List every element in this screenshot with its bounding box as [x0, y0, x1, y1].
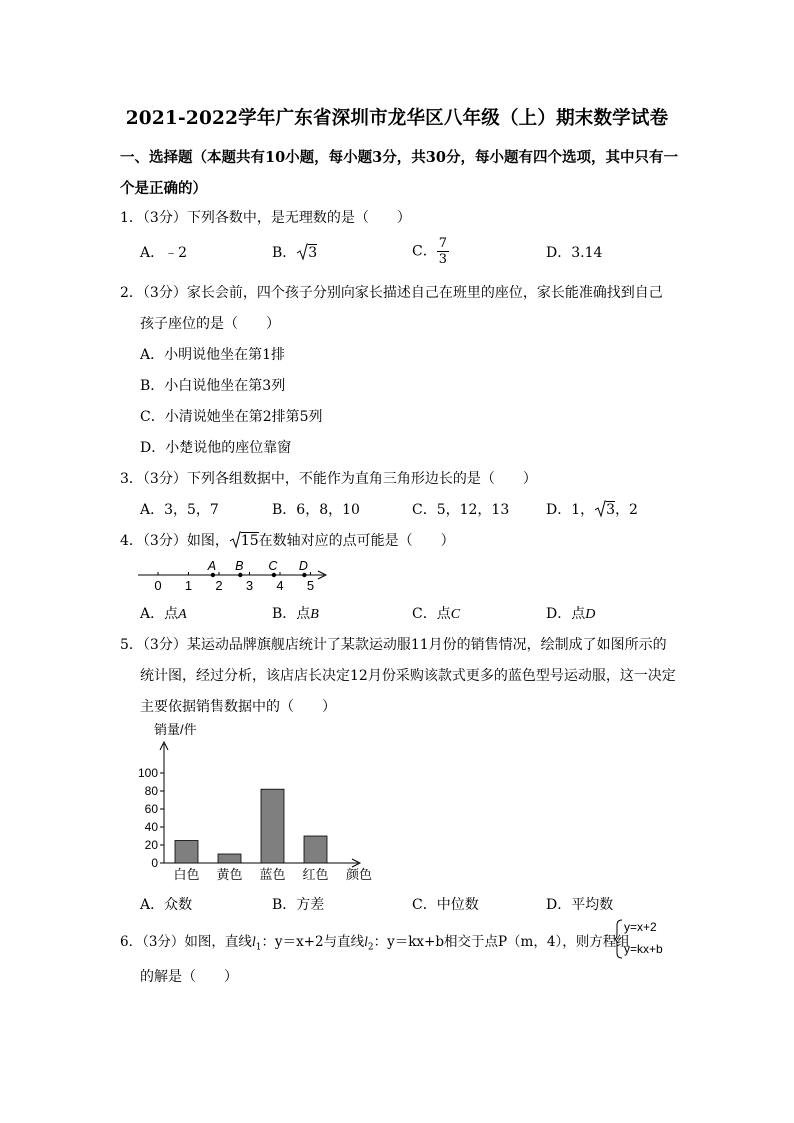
- q4-option-d: [546, 603, 595, 623]
- number-line-point: [272, 573, 276, 577]
- number-line-point-label: B: [235, 559, 244, 573]
- chart-category-label: 红色: [302, 867, 329, 882]
- q5-stem-line1: 5．（3分）某运动品牌旗舰店统计了某款运动服11月份的销售情况，绘制成了如图所示的: [120, 637, 667, 653]
- q2-option-c: C．小清说她坐在第2排第5列: [140, 409, 323, 425]
- q1-option-c-prefix: C．: [412, 243, 437, 260]
- q5-stem-line2: 统计图，经过分析，该店店长决定12月份采购该款式更多的蓝色型号运动服，这一决定: [140, 668, 676, 684]
- q6-point: P（m，4），则方程组: [497, 934, 630, 950]
- q1-option-b-prefix: B．: [272, 245, 297, 261]
- q4-stem-prefix: 4．（3分）如图，: [120, 533, 229, 549]
- number-line-tick-label: 3: [245, 578, 254, 593]
- chart-bar: [175, 841, 198, 864]
- q6-l1-sub: 1: [255, 942, 262, 953]
- q3-stem: 3．（3分）下列各组数据中，不能作为直角三角形边长的是（ ）: [120, 471, 537, 487]
- q1-option-b: [272, 242, 317, 262]
- q6-system-eq2: y=kx+b: [624, 942, 663, 956]
- number-line-point-label: D: [298, 559, 308, 573]
- chart-y-tick-label: 40: [144, 820, 158, 834]
- q3-option-d: [546, 499, 638, 519]
- number-line-point: [211, 573, 215, 577]
- chart-bar: [304, 836, 327, 863]
- q5-option-c: C．中位数: [412, 897, 479, 913]
- q5-option-b: B．方差: [272, 897, 325, 913]
- q2-option-d: D．小楚说他的座位靠窗: [140, 440, 292, 456]
- q1-option-d: D．3.14: [546, 245, 603, 261]
- brace-icon: [613, 919, 623, 959]
- q6-l2-sub: 2: [367, 942, 374, 953]
- chart-bar: [261, 789, 284, 863]
- q4-stem-suffix: 在数轴对应的点可能是（ ）: [258, 533, 455, 549]
- chart-x-axis-label: 颜色: [346, 867, 373, 882]
- number-line-tick-label: 0: [154, 578, 162, 593]
- chart-y-axis-label: 销量/件: [154, 722, 197, 737]
- q5-option-d: D．平均数: [546, 897, 614, 913]
- exam-title: 2021-2022学年广东省深圳市龙华区八年级（上）期末数学试卷: [125, 108, 669, 129]
- q6-system-eq1: y=x+2: [624, 920, 657, 934]
- q4-option-b-var: B: [310, 607, 319, 622]
- q4-option-d-var: D: [585, 607, 596, 622]
- q4-option-b: [272, 603, 319, 623]
- q4-radicand: 15: [240, 533, 259, 549]
- q3-option-b: B．6，8，10: [272, 502, 360, 518]
- sqrt-symbol: [229, 531, 241, 549]
- q4-stem: [120, 530, 455, 550]
- q4-option-a-prefix: A．点: [140, 606, 179, 622]
- q3-option-d-suffix: ，2: [615, 502, 638, 518]
- chart-y-tick-label: 100: [137, 766, 158, 780]
- q4-option-b-prefix: B．点: [272, 606, 311, 622]
- number-line-tick-label: 1: [184, 578, 193, 593]
- q4-option-d-prefix: D．点: [546, 606, 586, 622]
- q5-option-a: A．众数: [140, 897, 193, 913]
- fraction-denominator: 3: [438, 252, 447, 267]
- q6-prefix: 6．（3分）如图，直线: [120, 934, 252, 950]
- chart-y-tick-label: 0: [151, 856, 158, 870]
- number-line-tick-label: 5: [306, 578, 315, 593]
- q5-stem-line3: 主要依据销售数据中的（ ）: [140, 699, 336, 715]
- q2-stem-line1: 2．（3分）家长会前，四个孩子分别向家长描述自己在班里的座位，家长能准确找到自己: [120, 285, 663, 301]
- q4-option-c-prefix: C．点: [412, 606, 451, 622]
- q6-l2-eq: ：y＝kx+b相交于点: [373, 934, 498, 950]
- q6-l2: l: [364, 934, 368, 949]
- sqrt-symbol: [594, 500, 606, 518]
- section-heading-line2: 个是正确的）: [120, 180, 207, 197]
- q6-stem-line2: 的解是（ ）: [140, 969, 238, 985]
- q3-option-d-radicand: 3: [606, 502, 616, 518]
- number-line-tick-label: 2: [215, 578, 223, 593]
- q6-l1: l: [251, 934, 256, 949]
- chart-category-label: 白色: [173, 867, 200, 882]
- chart-y-tick-label: 20: [144, 838, 158, 852]
- q1-option-b-radicand: 3: [308, 245, 318, 261]
- q4-option-c-var: C: [450, 607, 461, 622]
- number-line-tick-label: 4: [276, 578, 284, 593]
- bar-chart: [130, 718, 390, 888]
- chart-y-tick-label: 80: [144, 784, 158, 798]
- q2-option-a: A．小明说他坐在第1排: [140, 347, 286, 363]
- q2-option-b: B．小白说他坐在第3列: [140, 378, 286, 394]
- q1-option-a: A．﹣2: [140, 245, 188, 261]
- chart-bar: [218, 854, 241, 863]
- number-line-figure: [130, 553, 340, 593]
- q3-option-d-prefix: D．1，: [546, 502, 595, 518]
- q1-option-c: [412, 236, 449, 267]
- section-heading-line1: 一、选择题（本题共有10小题，每小题3分，共30分，每小题有四个选项，其中只有一: [120, 149, 678, 166]
- q6-l1-eq: ：y＝x+2与直线: [261, 934, 365, 950]
- number-line-point: [238, 573, 242, 577]
- q1-stem: 1．（3分）下列各数中，是无理数的是（ ）: [120, 210, 411, 226]
- q3-option-c: C．5，12，13: [412, 502, 510, 518]
- q1-option-c-fraction: [437, 236, 449, 267]
- sqrt-symbol: [296, 243, 308, 261]
- fraction-numerator: 7: [438, 236, 447, 251]
- chart-y-tick-label: 60: [144, 802, 158, 816]
- q4-option-c: [412, 603, 460, 623]
- q6-stem-line1: [120, 930, 630, 953]
- number-line-point-label: C: [268, 559, 278, 573]
- q4-option-a-var: A: [178, 607, 187, 622]
- chart-category-label: 蓝色: [259, 867, 286, 882]
- q4-option-a: [140, 603, 187, 623]
- number-line-point: [302, 573, 306, 577]
- q2-stem-line2: 孩子座位的是（ ）: [140, 316, 280, 332]
- q3-option-a: A．3，5，7: [140, 502, 219, 518]
- number-line-point-label: A: [207, 559, 217, 573]
- chart-category-label: 黄色: [216, 867, 243, 882]
